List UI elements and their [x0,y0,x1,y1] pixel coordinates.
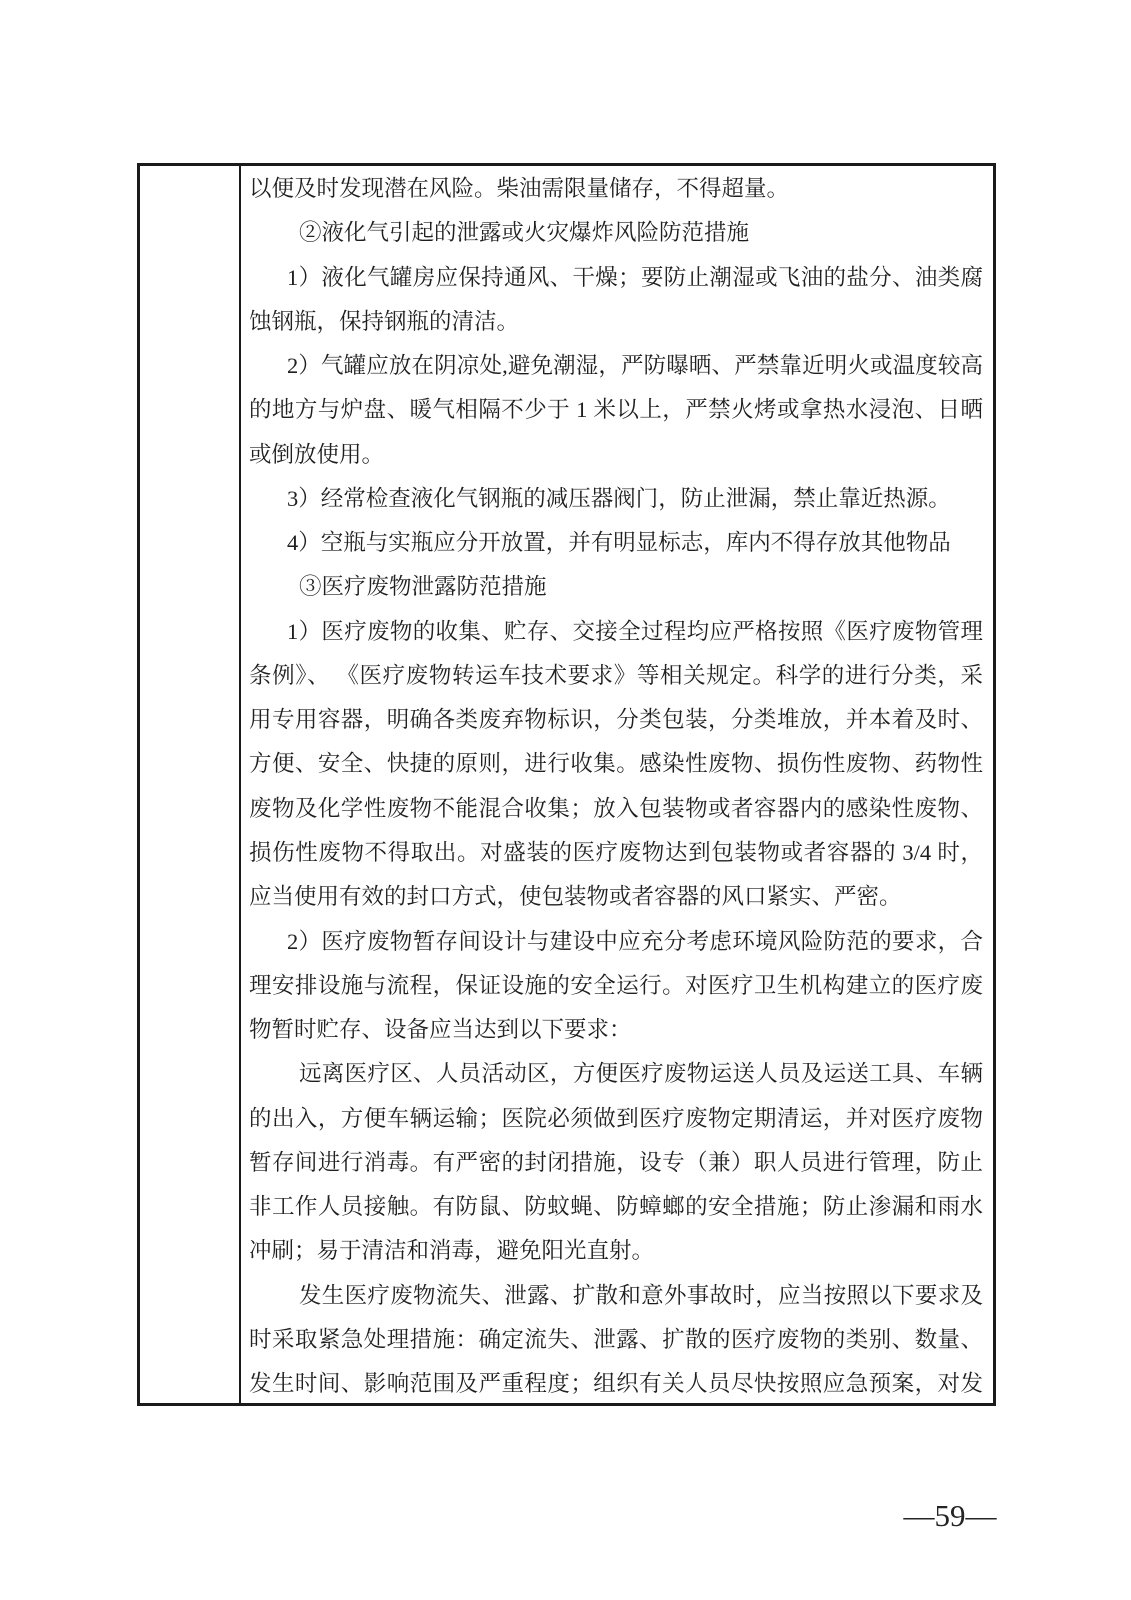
page-number: —59— [903,1498,997,1533]
text-line: 理安排设施与流程，保证设施的安全运行。对医疗卫生机构建立的医疗废 [249,972,983,998]
text-line: 条例》、 《医疗废物转运车技术要求》等相关规定。科学的进行分类，采 [249,662,983,688]
text-line: 暂存间进行消毒。有严密的封闭措施，设专（兼）职人员进行管理，防止 [249,1149,983,1175]
text-line: 1）液化气罐房应保持通风、干燥；要防止潮湿或飞油的盐分、油类腐 [287,264,983,290]
text-line: 2）气罐应放在阴凉处,避免潮湿，严防曝晒、严禁靠近明火或温度较高 [287,353,983,379]
document-table [137,163,996,1406]
text-line: 4）空瓶与实瓶应分开放置，并有明显标志，库内不得存放其他物品 [287,530,951,556]
text-line: 以便及时发现潜在风险。柴油需限量储存，不得超量。 [249,176,790,201]
text-line: 发生时间、影响范围及严重程度；组织有关人员尽快按照应急预案，对发 [249,1371,983,1397]
text-line: 时采取紧急处理措施：确定流失、泄露、扩散的医疗废物的类别、数量、 [249,1326,983,1352]
text-line: 1）医疗废物的收集、贮存、交接全过程均应严格按照《医疗废物管理 [287,618,983,644]
text-line: 应当使用有效的封口方式，使包装物或者容器的风口紧实、严密。 [249,884,902,910]
text-line: 的地方与炉盘、暖气相隔不少于 1 米以上，严禁火烤或拿热水浸泡、日晒 [249,397,983,423]
table-side-cell [140,166,241,1403]
text-line: 损伤性废物不得取出。对盛装的医疗废物达到包装物或者容器的 3/4 时， [249,839,983,865]
text-line: 2）医疗废物暂存间设计与建设中应充分考虑环境风险防范的要求，合 [287,928,983,954]
text-line: ②液化气引起的泄露或火灾爆炸风险防范措施 [299,220,750,246]
text-line: 方便、安全、快捷的原则，进行收集。感染性废物、损伤性废物、药物性 [249,751,983,777]
text-line: 物暂时贮存、设备应当达到以下要求： [249,1017,632,1043]
text-line: 3）经常检查液化气钢瓶的减压器阀门，防止泄漏，禁止靠近热源。 [287,485,951,511]
text-line: ③医疗废物泄露防范措施 [299,574,547,600]
text-line: 远离医疗区、人员活动区，方便医疗废物运送人员及运送工具、车辆 [299,1061,983,1087]
text-line: 冲刷；易于清洁和消毒，避免阳光直射。 [249,1238,655,1264]
text-line: 的出入，方便车辆运输；医院必须做到医疗废物定期清运，并对医疗废物 [249,1105,983,1131]
text-line: 或倒放使用。 [249,441,385,467]
text-line: 非工作人员接触。有防鼠、防蚊蝇、防蟑螂的安全措施；防止渗漏和雨水 [249,1194,983,1220]
text-line: 发生医疗废物流失、泄露、扩散和意外事故时，应当按照以下要求及 [299,1282,983,1308]
text-line: 废物及化学性废物不能混合收集；放入包装物或者容器内的感染性废物、 [249,795,983,821]
text-line: 蚀钢瓶，保持钢瓶的清洁。 [249,308,520,334]
table-content-cell [241,166,993,1403]
text-line: 用专用容器，明确各类废弃物标识，分类包装，分类堆放，并本着及时、 [249,707,983,733]
